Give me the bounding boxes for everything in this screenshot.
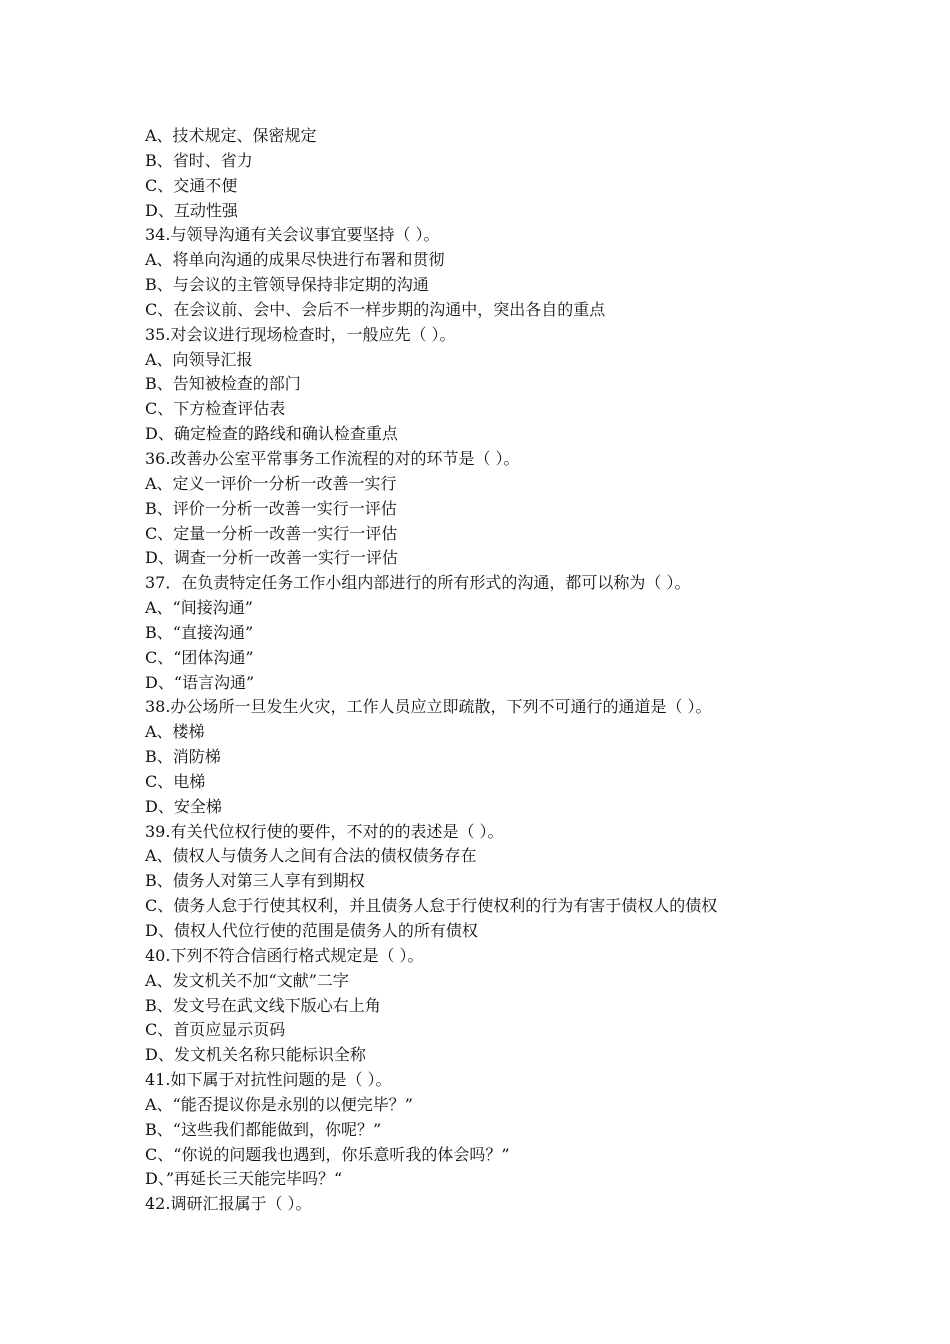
text-line: A、“间接沟通” (145, 598, 253, 618)
question-line: 37．在负责特定任务工作小组内部进行的所有形式的沟通，都可以称为（ ）。 (145, 573, 691, 593)
text-line: D、发文机关名称只能标识全称 (145, 1045, 366, 1065)
text-line: C、电梯 (145, 771, 206, 791)
text-line: B、与会议的主管领导保持非定期的沟通 (145, 275, 429, 295)
question-line: 42.调研汇报属于（ ）。 (145, 1194, 312, 1214)
text-line: B、省时、省力 (145, 150, 253, 170)
text-line: C、交通不便 (145, 175, 238, 195)
text-line: C、“团体沟通” (145, 647, 254, 667)
text-line: A、技术规定、保密规定 (145, 126, 317, 145)
text-line: A、定义一评价一分析一改善一实行 (145, 473, 397, 493)
text-line: C、首页应显示页码 (145, 1020, 286, 1040)
question-text-lines (145, 124, 925, 1217)
text-line: A、“能否提议你是永别的以便完毕？” (145, 1094, 413, 1114)
text-line: C、下方检查评估表 (145, 399, 286, 419)
question-line: 36.改善办公室平常事务工作流程的对的环节是（ ）。 (145, 448, 520, 468)
text-line: D、确定检查的路线和确认检查重点 (145, 424, 398, 444)
question-line: 41.如下属于对抗性问题的是（ ）。 (145, 1070, 392, 1090)
text-line: D、“语言沟通” (145, 672, 255, 692)
text-line: D、调查一分析一改善一实行一评估 (145, 548, 398, 568)
text-line: B、债务人对第三人享有到期权 (145, 871, 365, 891)
text-line: A、发文机关不加“文献”二字 (145, 970, 349, 990)
question-line: 40.下列不符合信函行格式规定是（ ）。 (145, 945, 424, 965)
text-line: D、”再延长三天能完毕吗？“ (145, 1169, 343, 1189)
text-line: D、安全梯 (145, 796, 222, 816)
question-line: 34.与领导沟通有关会议事宜要坚持（ ）。 (145, 225, 440, 245)
text-line: C、债务人怠于行使其权利，并且债务人怠于行使权利的行为有害于债权人的债权 (145, 896, 718, 916)
text-line: A、向领导汇报 (145, 349, 253, 369)
question-line: 38.办公场所一旦发生火灾，工作人员应立即疏散，下列不可通行的通道是（ ）。 (145, 697, 712, 717)
text-line: A、楼梯 (145, 722, 205, 742)
text-line: C、定量一分析一改善一实行一评估 (145, 523, 398, 543)
text-line: D、互动性强 (145, 200, 238, 220)
text-line: B、告知被检查的部门 (145, 374, 301, 394)
text-line: B、发文号在武文线下版心右上角 (145, 995, 381, 1015)
text-line: B、“这些我们都能做到，你呢？” (145, 1119, 382, 1139)
text-line: C、“你说的问题我也遇到，你乐意听我的体会吗？” (145, 1144, 510, 1164)
question-line: 39.有关代位权行使的要件，不对的的表述是（ ）。 (145, 821, 504, 841)
text-line: A、将单向沟通的成果尽快进行布署和贯彻 (145, 250, 445, 270)
text-line: D、债权人代位行使的范围是债务人的所有债权 (145, 921, 478, 940)
question-line: 35.对会议进行现场检查时，一般应先（ ）。 (145, 324, 456, 344)
text-line: B、评价一分析一改善一实行一评估 (145, 498, 397, 518)
text-line: C、在会议前、会中、会后不一样步期的沟通中，突出各自的重点 (145, 299, 606, 319)
text-line: B、消防梯 (145, 747, 221, 767)
text-line: A、债权人与债务人之间有合法的债权债务存在 (145, 846, 477, 866)
text-line: B、“直接沟通” (145, 622, 254, 642)
